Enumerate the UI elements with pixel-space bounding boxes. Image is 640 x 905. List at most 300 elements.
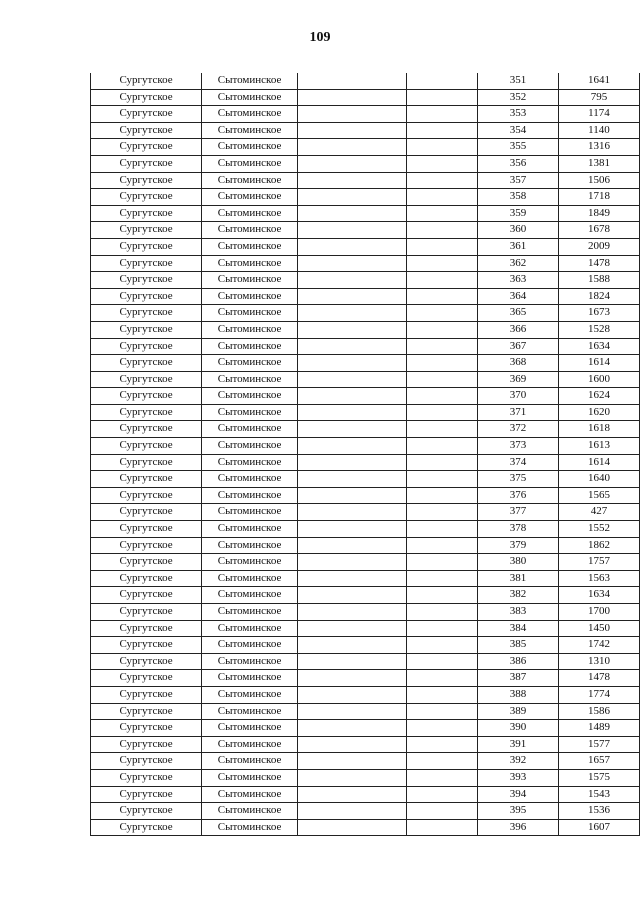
cell-blank (298, 155, 407, 172)
cell-value: 1700 (558, 604, 639, 621)
cell-well-number: 385 (478, 637, 559, 654)
cell-blank (407, 454, 478, 471)
cell-blank (298, 139, 407, 156)
cell-blank (298, 471, 407, 488)
cell-field: Сургутское (91, 305, 202, 322)
cell-field: Сургутское (91, 106, 202, 123)
cell-value: 1563 (558, 570, 639, 587)
cell-field: Сургутское (91, 604, 202, 621)
cell-value: 1678 (558, 222, 639, 239)
cell-well-number: 380 (478, 554, 559, 571)
table-row (91, 736, 640, 753)
cell-well-number: 372 (478, 421, 559, 438)
cell-field: Сургутское (91, 554, 202, 571)
cell-value: 1620 (558, 404, 639, 421)
cell-blank (298, 504, 407, 521)
cell-value: 1528 (558, 321, 639, 338)
cell-area: Сытоминское (202, 487, 298, 504)
cell-value: 1618 (558, 421, 639, 438)
cell-value: 1506 (558, 172, 639, 189)
cell-field: Сургутское (91, 537, 202, 554)
cell-blank (298, 371, 407, 388)
cell-well-number: 373 (478, 438, 559, 455)
cell-blank (298, 736, 407, 753)
table-row (91, 803, 640, 820)
cell-well-number: 375 (478, 471, 559, 488)
table-row (91, 720, 640, 737)
cell-area: Сытоминское (202, 288, 298, 305)
cell-value: 1588 (558, 272, 639, 289)
cell-field: Сургутское (91, 686, 202, 703)
cell-field: Сургутское (91, 487, 202, 504)
cell-well-number: 396 (478, 819, 559, 836)
cell-field: Сургутское (91, 504, 202, 521)
cell-value: 1614 (558, 454, 639, 471)
cell-well-number: 379 (478, 537, 559, 554)
cell-blank (407, 288, 478, 305)
cell-value: 1586 (558, 703, 639, 720)
cell-well-number: 383 (478, 604, 559, 621)
cell-well-number: 384 (478, 620, 559, 637)
cell-area: Сытоминское (202, 537, 298, 554)
cell-value: 1657 (558, 753, 639, 770)
cell-blank (298, 537, 407, 554)
cell-well-number: 390 (478, 720, 559, 737)
cell-blank (407, 637, 478, 654)
cell-blank (407, 255, 478, 272)
cell-field: Сургутское (91, 238, 202, 255)
cell-blank (298, 604, 407, 621)
cell-well-number: 387 (478, 670, 559, 687)
cell-well-number: 366 (478, 321, 559, 338)
cell-blank (407, 670, 478, 687)
table-row (91, 288, 640, 305)
cell-blank (407, 321, 478, 338)
cell-value: 1478 (558, 255, 639, 272)
cell-blank (407, 338, 478, 355)
cell-area: Сытоминское (202, 371, 298, 388)
cell-well-number: 389 (478, 703, 559, 720)
page-number: 109 (309, 30, 331, 45)
table-row (91, 487, 640, 504)
cell-well-number: 378 (478, 521, 559, 538)
cell-field: Сургутское (91, 454, 202, 471)
cell-field: Сургутское (91, 421, 202, 438)
cell-well-number: 388 (478, 686, 559, 703)
cell-blank (407, 554, 478, 571)
cell-area: Сытоминское (202, 172, 298, 189)
table-row (91, 454, 640, 471)
table-row (91, 139, 640, 156)
cell-blank (298, 321, 407, 338)
cell-well-number: 368 (478, 355, 559, 372)
cell-value: 1824 (558, 288, 639, 305)
table-row (91, 404, 640, 421)
cell-area: Сытоминское (202, 155, 298, 172)
cell-blank (298, 653, 407, 670)
cell-area: Сытоминское (202, 637, 298, 654)
cell-well-number: 395 (478, 803, 559, 820)
cell-value: 1140 (558, 122, 639, 139)
cell-field: Сургутское (91, 587, 202, 604)
cell-well-number: 393 (478, 769, 559, 786)
cell-value: 1577 (558, 736, 639, 753)
cell-well-number: 374 (478, 454, 559, 471)
cell-blank (298, 421, 407, 438)
table-row (91, 570, 640, 587)
cell-area: Сытоминское (202, 89, 298, 106)
cell-value: 1174 (558, 106, 639, 123)
cell-well-number: 352 (478, 89, 559, 106)
table-row (91, 471, 640, 488)
cell-field: Сургутское (91, 521, 202, 538)
table-row (91, 321, 640, 338)
table-row (91, 155, 640, 172)
cell-blank (407, 537, 478, 554)
cell-area: Сытоминское (202, 753, 298, 770)
table-row (91, 637, 640, 654)
cell-blank (298, 570, 407, 587)
cell-value: 1624 (558, 388, 639, 405)
cell-area: Сытоминское (202, 554, 298, 571)
cell-area: Сытоминское (202, 421, 298, 438)
table-row (91, 89, 640, 106)
table-row (91, 355, 640, 372)
cell-well-number: 361 (478, 238, 559, 255)
cell-area: Сытоминское (202, 305, 298, 322)
cell-blank (407, 355, 478, 372)
cell-blank (298, 122, 407, 139)
cell-area: Сытоминское (202, 355, 298, 372)
cell-field: Сургутское (91, 155, 202, 172)
cell-well-number: 394 (478, 786, 559, 803)
table-row (91, 521, 640, 538)
cell-field: Сургутское (91, 620, 202, 637)
cell-area: Сытоминское (202, 205, 298, 222)
cell-area: Сытоминское (202, 122, 298, 139)
cell-area: Сытоминское (202, 653, 298, 670)
table-row (91, 686, 640, 703)
cell-field: Сургутское (91, 404, 202, 421)
cell-blank (298, 288, 407, 305)
cell-well-number: 364 (478, 288, 559, 305)
table-row (91, 604, 640, 621)
cell-area: Сытоминское (202, 570, 298, 587)
cell-field: Сургутское (91, 670, 202, 687)
cell-blank (298, 238, 407, 255)
cell-field: Сургутское (91, 73, 202, 89)
cell-value: 1600 (558, 371, 639, 388)
cell-value: 1774 (558, 686, 639, 703)
cell-blank (407, 471, 478, 488)
cell-well-number: 355 (478, 139, 559, 156)
table-row (91, 305, 640, 322)
cell-blank (407, 371, 478, 388)
cell-area: Сытоминское (202, 604, 298, 621)
cell-well-number: 354 (478, 122, 559, 139)
table-row (91, 504, 640, 521)
cell-blank (298, 720, 407, 737)
cell-blank (407, 487, 478, 504)
cell-blank (298, 454, 407, 471)
cell-blank (298, 388, 407, 405)
cell-blank (298, 686, 407, 703)
cell-well-number: 370 (478, 388, 559, 405)
cell-blank (298, 587, 407, 604)
cell-field: Сургутское (91, 139, 202, 156)
cell-value: 1849 (558, 205, 639, 222)
cell-blank (407, 720, 478, 737)
cell-value: 1640 (558, 471, 639, 488)
cell-field: Сургутское (91, 819, 202, 836)
cell-well-number: 382 (478, 587, 559, 604)
cell-area: Сытоминское (202, 106, 298, 123)
cell-value: 1450 (558, 620, 639, 637)
cell-blank (407, 89, 478, 106)
cell-field: Сургутское (91, 736, 202, 753)
cell-blank (407, 404, 478, 421)
cell-blank (407, 106, 478, 123)
cell-area: Сытоминское (202, 238, 298, 255)
cell-field: Сургутское (91, 786, 202, 803)
cell-value: 795 (558, 89, 639, 106)
table-row (91, 653, 640, 670)
cell-blank (298, 189, 407, 206)
cell-well-number: 392 (478, 753, 559, 770)
cell-area: Сытоминское (202, 189, 298, 206)
cell-well-number: 391 (478, 736, 559, 753)
cell-well-number: 356 (478, 155, 559, 172)
cell-field: Сургутское (91, 438, 202, 455)
cell-blank (298, 106, 407, 123)
cell-area: Сытоминское (202, 438, 298, 455)
cell-well-number: 358 (478, 189, 559, 206)
cell-blank (407, 587, 478, 604)
cell-field: Сургутское (91, 720, 202, 737)
cell-value: 1316 (558, 139, 639, 156)
cell-area: Сытоминское (202, 587, 298, 604)
cell-well-number: 381 (478, 570, 559, 587)
cell-field: Сургутское (91, 753, 202, 770)
table-row (91, 703, 640, 720)
cell-value: 1718 (558, 189, 639, 206)
table-row (91, 537, 640, 554)
table-row (91, 620, 640, 637)
cell-blank (407, 238, 478, 255)
cell-field: Сургутское (91, 89, 202, 106)
cell-well-number: 369 (478, 371, 559, 388)
cell-value: 1575 (558, 769, 639, 786)
cell-field: Сургутское (91, 371, 202, 388)
cell-blank (407, 139, 478, 156)
cell-blank (407, 620, 478, 637)
cell-value: 1310 (558, 653, 639, 670)
cell-well-number: 386 (478, 653, 559, 670)
cell-field: Сургутское (91, 653, 202, 670)
cell-value: 1565 (558, 487, 639, 504)
cell-blank (298, 172, 407, 189)
cell-value: 1543 (558, 786, 639, 803)
cell-blank (298, 404, 407, 421)
cell-blank (407, 653, 478, 670)
cell-field: Сургутское (91, 637, 202, 654)
table-row (91, 371, 640, 388)
cell-well-number: 353 (478, 106, 559, 123)
cell-value: 427 (558, 504, 639, 521)
wells-table (90, 73, 640, 836)
cell-blank (407, 122, 478, 139)
cell-value: 1742 (558, 637, 639, 654)
cell-area: Сытоминское (202, 670, 298, 687)
cell-well-number: 377 (478, 504, 559, 521)
cell-blank (298, 769, 407, 786)
cell-area: Сытоминское (202, 620, 298, 637)
cell-blank (407, 803, 478, 820)
cell-area: Сытоминское (202, 338, 298, 355)
cell-blank (298, 355, 407, 372)
cell-value: 1489 (558, 720, 639, 737)
table-row (91, 438, 640, 455)
cell-field: Сургутское (91, 388, 202, 405)
cell-blank (298, 205, 407, 222)
cell-blank (407, 769, 478, 786)
cell-area: Сытоминское (202, 272, 298, 289)
cell-blank (407, 521, 478, 538)
cell-blank (298, 670, 407, 687)
cell-value: 1862 (558, 537, 639, 554)
cell-well-number: 359 (478, 205, 559, 222)
cell-blank (298, 438, 407, 455)
cell-blank (407, 753, 478, 770)
table-row (91, 106, 640, 123)
cell-blank (407, 189, 478, 206)
cell-blank (298, 73, 407, 89)
cell-area: Сытоминское (202, 454, 298, 471)
cell-area: Сытоминское (202, 321, 298, 338)
cell-field: Сургутское (91, 122, 202, 139)
cell-field: Сургутское (91, 803, 202, 820)
cell-field: Сургутское (91, 255, 202, 272)
cell-well-number: 367 (478, 338, 559, 355)
cell-field: Сургутское (91, 205, 202, 222)
cell-area: Сытоминское (202, 819, 298, 836)
cell-value: 1641 (558, 73, 639, 89)
table-row (91, 670, 640, 687)
cell-well-number: 360 (478, 222, 559, 239)
table-row (91, 255, 640, 272)
cell-blank (407, 604, 478, 621)
cell-area: Сытоминское (202, 73, 298, 89)
cell-area: Сытоминское (202, 686, 298, 703)
cell-area: Сытоминское (202, 736, 298, 753)
cell-blank (298, 703, 407, 720)
cell-field: Сургутское (91, 355, 202, 372)
cell-value: 1673 (558, 305, 639, 322)
cell-blank (298, 554, 407, 571)
cell-area: Сытоминское (202, 255, 298, 272)
cell-value: 2009 (558, 238, 639, 255)
cell-area: Сытоминское (202, 388, 298, 405)
table-row (91, 819, 640, 836)
cell-value: 1381 (558, 155, 639, 172)
table-row (91, 272, 640, 289)
cell-blank (407, 703, 478, 720)
cell-value: 1757 (558, 554, 639, 571)
table-row (91, 73, 640, 89)
cell-blank (407, 786, 478, 803)
cell-blank (407, 272, 478, 289)
table-row (91, 172, 640, 189)
cell-blank (407, 686, 478, 703)
cell-value: 1552 (558, 521, 639, 538)
cell-value: 1634 (558, 338, 639, 355)
cell-blank (407, 570, 478, 587)
cell-well-number: 351 (478, 73, 559, 89)
cell-blank (298, 620, 407, 637)
cell-blank (407, 73, 478, 89)
cell-blank (298, 637, 407, 654)
cell-blank (407, 222, 478, 239)
cell-blank (298, 803, 407, 820)
cell-field: Сургутское (91, 338, 202, 355)
cell-well-number: 376 (478, 487, 559, 504)
table-row (91, 338, 640, 355)
cell-field: Сургутское (91, 172, 202, 189)
table-row (91, 388, 640, 405)
cell-blank (298, 255, 407, 272)
cell-area: Сытоминское (202, 139, 298, 156)
cell-blank (407, 205, 478, 222)
cell-blank (298, 305, 407, 322)
cell-blank (407, 388, 478, 405)
cell-area: Сытоминское (202, 222, 298, 239)
cell-value: 1614 (558, 355, 639, 372)
cell-blank (298, 819, 407, 836)
cell-area: Сытоминское (202, 404, 298, 421)
cell-well-number: 371 (478, 404, 559, 421)
table-row (91, 769, 640, 786)
cell-area: Сытоминское (202, 786, 298, 803)
cell-well-number: 357 (478, 172, 559, 189)
cell-value: 1536 (558, 803, 639, 820)
cell-field: Сургутское (91, 272, 202, 289)
table-row (91, 421, 640, 438)
table-body (91, 73, 640, 836)
cell-field: Сургутское (91, 222, 202, 239)
cell-blank (298, 222, 407, 239)
cell-field: Сургутское (91, 321, 202, 338)
table-row (91, 238, 640, 255)
cell-blank (407, 819, 478, 836)
cell-blank (298, 753, 407, 770)
cell-blank (407, 305, 478, 322)
cell-blank (407, 421, 478, 438)
cell-field: Сургутское (91, 288, 202, 305)
table-row (91, 222, 640, 239)
cell-field: Сургутское (91, 471, 202, 488)
cell-blank (407, 155, 478, 172)
table-row (91, 205, 640, 222)
table-row (91, 189, 640, 206)
cell-field: Сургутское (91, 769, 202, 786)
cell-value: 1607 (558, 819, 639, 836)
cell-blank (298, 521, 407, 538)
cell-well-number: 362 (478, 255, 559, 272)
table-row (91, 122, 640, 139)
cell-area: Сытоминское (202, 803, 298, 820)
cell-field: Сургутское (91, 189, 202, 206)
cell-area: Сытоминское (202, 521, 298, 538)
